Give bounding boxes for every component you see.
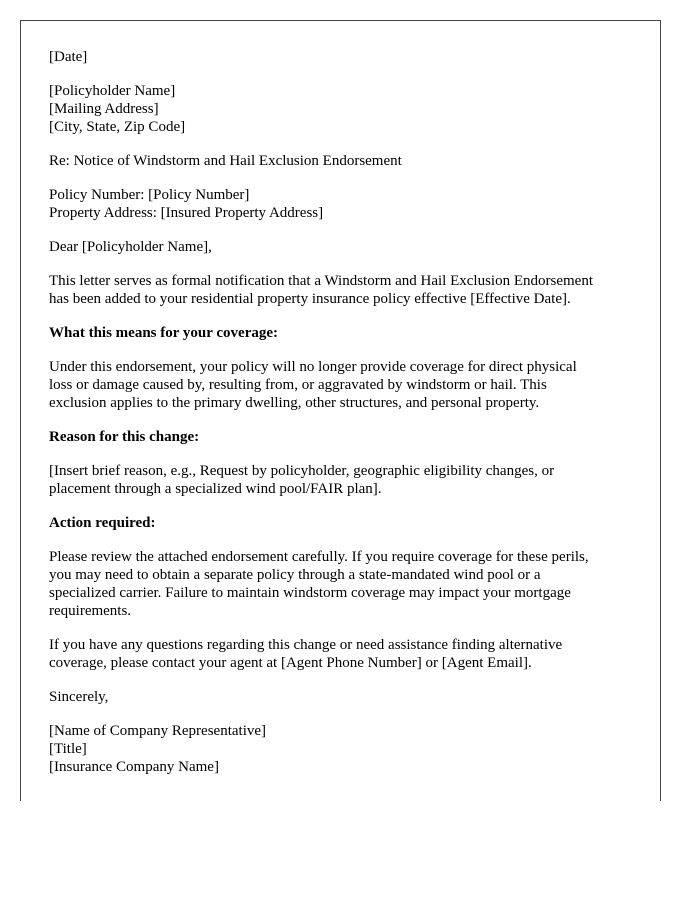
action-paragraph: [49, 548, 644, 620]
letter-body: [49, 48, 644, 792]
salutation-block: [49, 238, 644, 256]
coverage-paragraph: [49, 358, 644, 412]
signature-title: [Title]: [49, 741, 87, 757]
coverage-line: Under this endorsement, your policy will no longer provide coverage for direct physical: [49, 359, 577, 375]
recipient-address: [Mailing Address]: [49, 101, 159, 117]
signature-name: [Name of Company Representative]: [49, 723, 267, 739]
reason-heading: Reason for this change:: [49, 429, 200, 445]
action-line: Please review the attached endorsement carefully. If you require coverage for these perils,: [49, 549, 589, 565]
intro-line: has been added to your residential property insurance policy effective [Effective Date].: [49, 291, 571, 307]
property-address: Property Address: [Insured Property Address]: [49, 205, 324, 221]
letter-page: [20, 20, 661, 801]
coverage-line: exclusion applies to the primary dwelling, other structures, and personal property.: [49, 395, 540, 411]
signature-company: [Insurance Company Name]: [49, 759, 219, 775]
action-line: specialized carrier. Failure to maintain windstorm coverage may impact your mortgage: [49, 585, 571, 601]
intro-line: This letter serves as formal notification that a Windstorm and Hail Exclusion Endorsement: [49, 273, 593, 289]
recipient-block: [49, 82, 644, 136]
recipient-city-state-zip: [City, State, Zip Code]: [49, 119, 186, 135]
coverage-line: loss or damage caused by, resulting from, or aggravated by windstorm or hail. This: [49, 377, 547, 393]
action-heading-block: [49, 514, 644, 532]
reason-line: [Insert brief reason, e.g., Request by policyholder, geographic eligibility changes, or: [49, 463, 555, 479]
policy-info-block: [49, 186, 644, 222]
coverage-heading: What this means for your coverage:: [49, 325, 278, 341]
questions-line: If you have any questions regarding this change or need assistance finding alternative: [49, 637, 563, 653]
closing: Sincerely,: [49, 689, 109, 705]
subject-line: Re: Notice of Windstorm and Hail Exclusion Endorsement: [49, 153, 402, 169]
intro-paragraph: [49, 272, 644, 308]
date-block: [49, 48, 644, 66]
reason-line: placement through a specialized wind pool/FAIR plan].: [49, 481, 382, 497]
signature-block: [49, 722, 644, 776]
action-line: you may need to obtain a separate policy through a state-mandated wind pool or a: [49, 567, 541, 583]
action-heading: Action required:: [49, 515, 156, 531]
coverage-heading-block: [49, 324, 644, 342]
salutation: Dear [Policyholder Name],: [49, 239, 212, 255]
questions-paragraph: [49, 636, 644, 672]
subject-block: [49, 152, 644, 170]
recipient-name: [Policyholder Name]: [49, 83, 176, 99]
questions-line: coverage, please contact your agent at [Agent Phone Number] or [Agent Email].: [49, 655, 532, 671]
closing-block: [49, 688, 644, 706]
letter-date: [Date]: [49, 49, 88, 65]
reason-paragraph: [49, 462, 644, 498]
policy-number: Policy Number: [Policy Number]: [49, 187, 250, 203]
reason-heading-block: [49, 428, 644, 446]
action-line: requirements.: [49, 603, 132, 619]
